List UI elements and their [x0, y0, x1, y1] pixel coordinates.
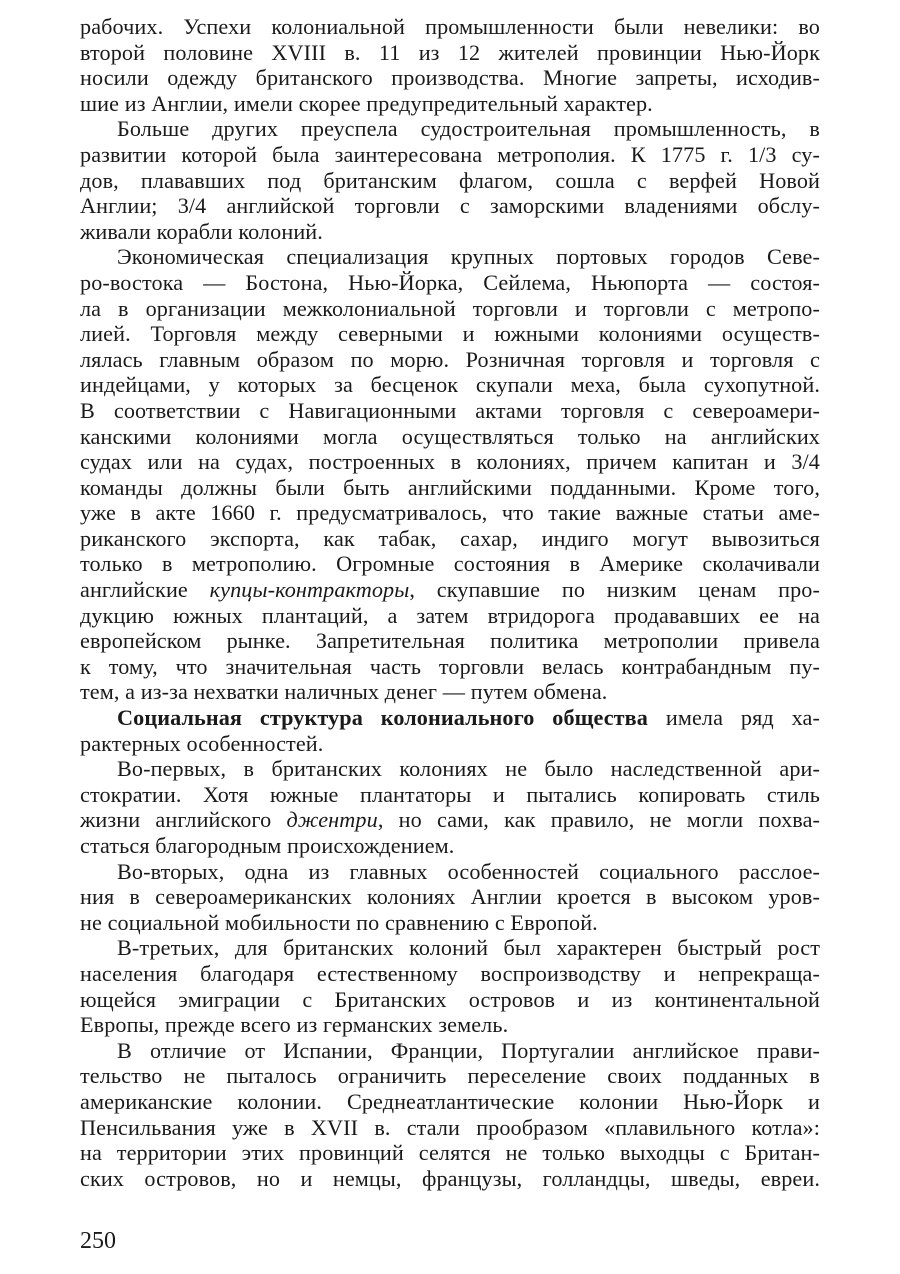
body-text — [80, 14, 820, 1191]
text-segment: индейцами, у которых за бесценок скупали меха, была сухопутной. — [80, 372, 820, 398]
text-line — [80, 679, 820, 705]
text-segment: ро-востока — Бостона, Нью-Йорка, Сейлема, Ньюпорта — состоя- — [80, 269, 820, 295]
text-line — [80, 475, 820, 501]
text-line — [80, 65, 820, 91]
text-segment: лией. Торговля между северными и южными колониями осуществ- — [80, 321, 820, 347]
text-segment: не социальной мобильности по сравнению с Европой. — [80, 909, 598, 935]
text-line — [80, 1140, 820, 1166]
text-line — [80, 321, 820, 347]
text-segment: канскими колониями могла осуществляться только на английских — [80, 423, 820, 449]
text-line — [80, 270, 820, 296]
text-segment: риканского экспорта, как табак, сахар, индиго могут вывозиться — [80, 525, 820, 551]
text-segment: В соответствии с Навигационными актами торговля с североамери- — [80, 397, 820, 423]
text-line — [80, 551, 820, 577]
text-line — [80, 296, 820, 322]
text-segment: дукцию южных плантаций, а затем втридорога продававших ее на — [80, 602, 820, 628]
text-line — [80, 987, 820, 1013]
text-segment: Больше других преуспела судостроительная промышленность, в — [117, 116, 820, 142]
text-segment: к тому, что значительная часть торговли велась контрабандным пу- — [80, 653, 820, 679]
text-line — [80, 40, 820, 66]
text-line — [80, 884, 820, 910]
text-line — [80, 116, 820, 142]
text-segment: европейском рынке. Запретительная политика метрополии привела — [80, 628, 820, 654]
text-line — [80, 424, 820, 450]
text-line — [80, 731, 820, 757]
italic-term: купцы-контракторы — [209, 577, 410, 603]
text-line — [80, 1012, 820, 1038]
text-segment: ющейся эмиграции с Британских островов и из континентальной — [80, 986, 820, 1012]
text-segment: тельство не пыталось ограничить переселение своих подданных в — [80, 1063, 820, 1089]
text-segment: живали корабли колоний. — [80, 218, 323, 244]
text-line — [80, 372, 820, 398]
text-line — [80, 1089, 820, 1115]
text-line — [80, 142, 820, 168]
text-line — [80, 756, 820, 782]
text-line — [80, 859, 820, 885]
text-segment: тем, а из-за нехватки наличных денег — путем обмена. — [80, 679, 608, 705]
text-line — [80, 628, 820, 654]
text-segment: Во-первых, в британских колониях не было наследственной ари- — [117, 756, 820, 782]
text-line — [80, 347, 820, 373]
text-segment: дов, плававших под британским флагом, сошла с верфей Новой — [80, 167, 820, 193]
text-segment: второй половине XVIII в. 11 из 12 жителей провинции Нью-Йорк — [80, 39, 820, 65]
text-segment: жизни английского — [80, 807, 287, 833]
text-segment: носили одежду британского производства. Многие запреты, исходив- — [80, 65, 820, 91]
text-line — [80, 219, 820, 245]
text-line — [80, 244, 820, 270]
text-segment: ских островов, но и немцы, французы, голландцы, шведы, евреи. — [80, 1165, 820, 1191]
text-line — [80, 1063, 820, 1089]
text-line — [80, 807, 820, 833]
text-segment: шие из Англии, имели скорее предупредительный характер. — [80, 90, 653, 116]
text-segment: населения благодаря естественному воспроизводству и непрекраща- — [80, 960, 820, 986]
text-segment: американские колонии. Среднеатлантические колонии Нью-Йорк и — [80, 1088, 820, 1114]
text-line — [80, 603, 820, 629]
text-line — [80, 833, 820, 859]
text-line — [80, 449, 820, 475]
text-segment: судах или на судах, построенных в колониях, причем капитан и 3/4 — [80, 449, 820, 475]
text-line — [80, 1115, 820, 1141]
text-line — [80, 910, 820, 936]
text-line — [80, 1038, 820, 1064]
text-line — [80, 782, 820, 808]
text-segment: статься благородным происхождением. — [80, 833, 455, 858]
text-segment: Европы, прежде всего из германских земель. — [80, 1012, 509, 1038]
text-line — [80, 1166, 820, 1192]
text-line — [80, 654, 820, 680]
text-segment: только в метрополию. Огромные состояния в Америке сколачивали — [80, 551, 820, 577]
text-segment: Пенсильвания уже в XVII в. стали прообразом «плавильного котла»: — [80, 1114, 820, 1140]
bold-phrase: Социальная структура колониального общества — [117, 705, 648, 731]
text-segment: В отличие от Испании, Франции, Португалии английское прави- — [117, 1037, 820, 1063]
text-line — [80, 193, 820, 219]
text-segment: рактерных особенностей. — [80, 730, 324, 756]
text-line — [80, 705, 820, 731]
text-segment: Англии; 3/4 английской торговли с заморскими владениями обслу- — [80, 193, 820, 219]
text-segment: рабочих. Успехи колониальной промышленности были невелики: во — [80, 14, 820, 39]
text-segment: Экономическая специализация крупных портовых городов Севе- — [117, 244, 820, 270]
text-line — [80, 91, 820, 117]
text-line — [80, 961, 820, 987]
text-segment: английские — [80, 577, 210, 603]
text-line — [80, 14, 820, 40]
text-line — [80, 500, 820, 526]
text-line — [80, 935, 820, 961]
text-line — [80, 577, 820, 603]
text-segment: развитии которой была заинтересована метрополия. К 1775 г. 1/3 су- — [80, 141, 820, 167]
text-segment: имела ряд ха- — [647, 705, 820, 731]
page-number: 250 — [80, 1228, 116, 1254]
text-segment: команды должны были быть английскими подданными. Кроме того, — [80, 474, 820, 500]
text-segment: ла в организации межколониальной торговли и торговли с метропо- — [80, 295, 820, 321]
text-segment: уже в акте 1660 г. предусматривалось, что такие важные статьи аме- — [80, 500, 820, 526]
italic-term: джентри — [286, 807, 378, 833]
text-segment: Во-вторых, одна из главных особенностей социального расслое- — [117, 858, 820, 884]
text-segment: на территории этих провинций селятся не только выходцы с Британ- — [80, 1140, 820, 1166]
text-segment: ния в североамериканских колониях Англии кроется в высоком уров- — [80, 884, 820, 910]
text-segment: , но сами, как правило, не могли похва- — [377, 807, 820, 833]
text-line — [80, 526, 820, 552]
text-line — [80, 168, 820, 194]
text-segment: В-третьих, для британских колоний был характерен быстрый рост — [117, 935, 820, 961]
text-segment: лялась главным образом по морю. Розничная торговля и торговля с — [80, 346, 820, 372]
text-segment: стократии. Хотя южные плантаторы и пытались копировать стиль — [80, 781, 820, 807]
text-line — [80, 398, 820, 424]
text-segment: , скупавшие по низким ценам про- — [409, 577, 820, 603]
